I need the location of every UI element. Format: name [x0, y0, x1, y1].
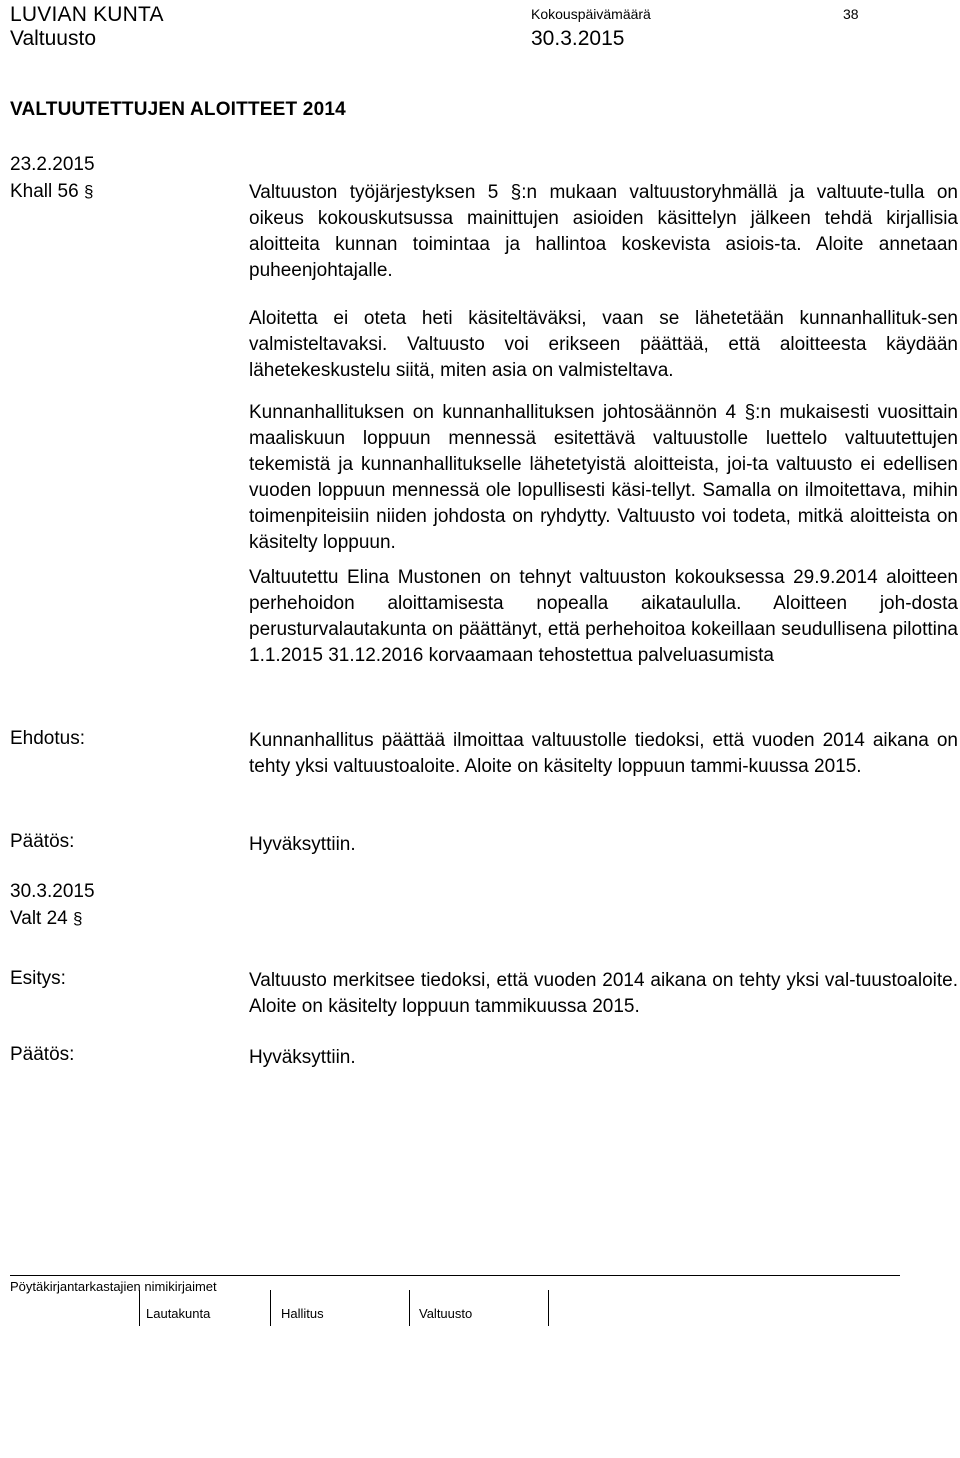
organization-name: LUVIAN KUNTA	[10, 3, 164, 26]
khall-paragraph-4: Valtuutettu Elina Mustonen on tehnyt valtuuston kokouksessa 29.9.2014 aloitteen perhehoidon aloittamisesta nopealla aikataululla. Aloitteen joh-dosta perusturvalautakunta on päättänyt, että perhehoitoa kokeillaan seudullisena pilottina 1.1.2015 31.12.2016 korvaamaan tehostettua palveluasumista	[249, 567, 958, 666]
initials-box-divider	[409, 1290, 410, 1326]
footer-title: Pöytäkirjantarkastajien nimikirjaimet	[10, 1279, 217, 1294]
khall-ref-label: Khall 56	[10, 181, 79, 202]
khall-decision-text: Hyväksyttiin.	[249, 834, 356, 855]
khall-proposal-text: Kunnanhallitus päättää ilmoittaa valtuustolle tiedoksi, että vuoden 2014 aikana on tehty yksi valtuustoaloite. Aloite on käsitelty loppuun tammi-kuussa 2015.	[249, 730, 958, 777]
page-number: 38	[843, 6, 859, 22]
khall-date: 23.2.2015	[10, 154, 95, 175]
initials-box-valtuusto: Valtuusto	[419, 1306, 473, 1321]
valt-proposal-label: Esitys:	[10, 968, 66, 989]
initials-box-divider	[270, 1290, 271, 1326]
valt-ref-label: Valt 24	[10, 908, 68, 929]
section-sign: §	[73, 909, 83, 928]
valt-date: 30.3.2015	[10, 881, 95, 902]
khall-paragraph-3: Kunnanhallituksen on kunnanhallituksen johtosäännön 4 §:n mukaisesti vuosittain maaliskuun loppuun mennessä esitettävä valtuustolle luettelo valtuutettujen tekemistä ja kunnanhallitukselle lähetetyistä aloitteista, joi-ta valtuusto ei edellisen vuoden loppuun mennessä ole lopullisesti käsi-tellyt. Samalla on ilmoitettava, mihin toimenpiteisiin niiden johdosta on ryhdytty. Valtuusto voi todeta, mitkä aloitteista on käsitelty loppuun.	[249, 402, 958, 553]
initials-box-lautakunta: Lautakunta	[146, 1306, 211, 1321]
meeting-date: 30.3.2015	[531, 27, 625, 50]
khall-proposal-label: Ehdotus:	[10, 728, 85, 749]
valt-proposal-text: Valtuusto merkitsee tiedoksi, että vuoden 2014 aikana on tehty yksi val-tuustoaloite. Aloite on käsitelty loppuun tammikuussa 2015.	[249, 970, 958, 1017]
khall-ref	[10, 178, 93, 205]
khall-paragraph-2: Aloitetta ei oteta heti käsiteltäväksi, vaan se lähetetään kunnanhallituk-sen valmisteltavaksi. Valtuusto voi erikseen päättää, että aloitteesta käydään lähetekeskustelu siitä, miten asia on valmisteltava.	[249, 308, 958, 381]
initials-box-divider	[548, 1290, 549, 1326]
document-heading: VALTUUTETTUJEN ALOITTEET 2014	[10, 99, 346, 120]
initials-box-hallitus: Hallitus	[281, 1306, 324, 1321]
meeting-date-label: Kokouspäivämäärä	[531, 6, 651, 22]
khall-paragraph-1: Valtuuston työjärjestyksen 5 §:n mukaan valtuustoryhmällä ja valtuute-tulla on oikeus kokouskutsussa mainittujen asioiden käsittelyn jälkeen tehdä kirjallisia aloitteita kunnan toimintaa ja hallintoa koskevista asiois-ta. Aloite annetaan puheenjohtajalle.	[249, 182, 958, 281]
valt-decision-label: Päätös:	[10, 1044, 75, 1065]
khall-decision-label: Päätös:	[10, 831, 75, 852]
valt-decision-text: Hyväksyttiin.	[249, 1047, 356, 1068]
footer-rule	[10, 1275, 900, 1276]
valt-ref	[10, 905, 83, 932]
initials-box-divider	[139, 1290, 140, 1326]
organ-name: Valtuusto	[10, 27, 96, 50]
section-sign: §	[83, 182, 94, 201]
